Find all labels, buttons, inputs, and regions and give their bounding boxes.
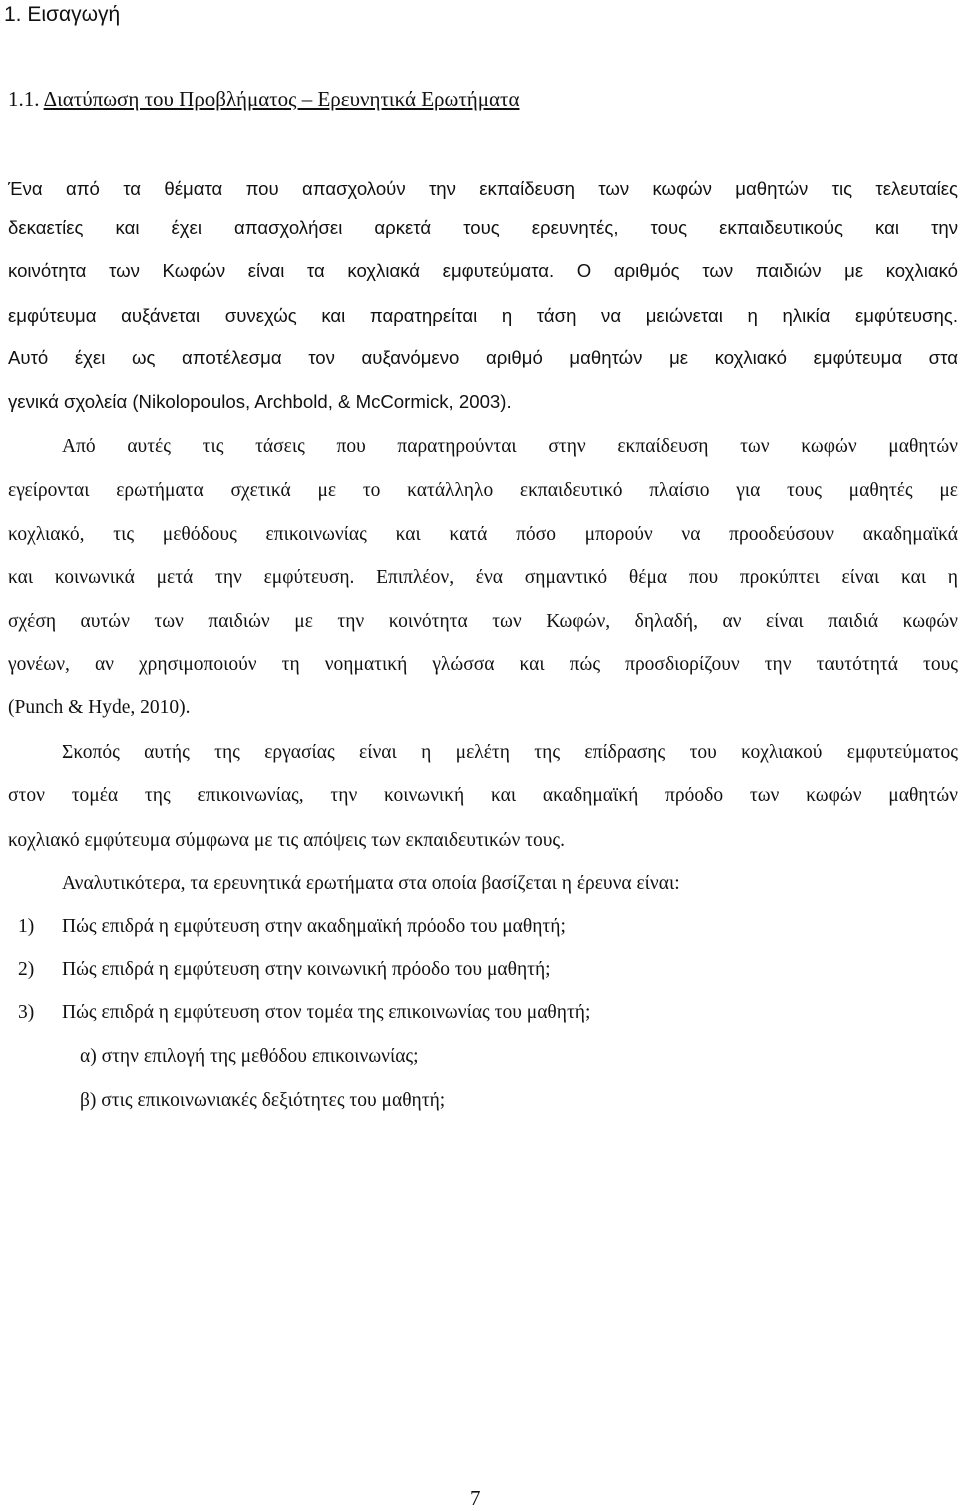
questions-intro: Αναλυτικότερα, τα ερευνητικά ερωτήματα στα οποία βασίζεται η έρευνα είναι:: [62, 873, 680, 894]
list-item-number: 3): [18, 1002, 35, 1023]
list-item-number: 1): [18, 916, 35, 937]
list-item-text: Πώς επιδρά η εμφύτευση στην κοινωνική πρόοδο του μαθητή;: [62, 959, 551, 980]
subquestion-item: β) στις επικοινωνιακές δεξιότητες του μαθητή;: [80, 1090, 446, 1111]
section-heading: [8, 84, 519, 114]
paragraph-2-line: και κοινωνικά μετά την εμφύτευση. Επιπλέον, ένα σημαντικό θέμα που προκύπτει είναι και η: [8, 567, 958, 588]
section-title: Διατύπωση του Προβλήματος – Ερευνητικά Ερωτήματα: [43, 87, 520, 111]
paragraph-1-line: κοινότητα των Κωφών είναι τα κοχλιακά εμφυτεύματα. Ο αριθμός των παιδιών με κοχλιακό: [8, 260, 958, 281]
list-item-text: Πώς επιδρά η εμφύτευση στον τομέα της επικοινωνίας του μαθητή;: [62, 1002, 591, 1023]
paragraph-3-line: Σκοπός αυτής της εργασίας είναι η μελέτη της επίδρασης του κοχλιακού εμφυτεύματος: [62, 742, 958, 763]
page-number: 7: [470, 1486, 481, 1510]
paragraph-1-line: Αυτό έχει ως αποτέλεσμα τον αυξανόμενο αριθμό μαθητών με κοχλιακό εμφύτευμα στα: [8, 347, 958, 368]
paragraph-2-line: σχέση αυτών των παιδιών με την κοινότητα των Κωφών, δηλαδή, αν είναι παιδιά κωφών: [8, 611, 958, 632]
paragraph-3-line: κοχλιακό εμφύτευμα σύμφωνα με τις απόψεις των εκπαιδευτικών τους.: [8, 830, 565, 851]
paragraph-2-line: γονέων, αν χρησιμοποιούν τη νοηματική γλώσσα και πώς προσδιορίζουν την ταυτότητά τους: [8, 654, 958, 675]
paragraph-2-line: κοχλιακό, τις μεθόδους επικοινωνίας και κατά πόσο μπορούν να προοδεύσουν ακαδημαϊκά: [8, 524, 958, 545]
subquestion-item: α) στην επιλογή της μεθόδου επικοινωνίας;: [80, 1046, 419, 1067]
paragraph-2-line: (Punch & Hyde, 2010).: [8, 697, 191, 718]
chapter-heading: 1. Εισαγωγή: [4, 3, 121, 26]
paragraph-2-line: εγείρονται ερωτήματα σχετικά με το κατάλληλο εκπαιδευτικό πλαίσιο για τους μαθητές με: [8, 480, 958, 501]
list-item-text: Πώς επιδρά η εμφύτευση στην ακαδημαϊκή πρόοδο του μαθητή;: [62, 916, 566, 937]
paragraph-1-line: Ένα από τα θέματα που απασχολούν την εκπαίδευση των κωφών μαθητών τις τελευταίες: [8, 178, 958, 199]
paragraph-1-line: δεκαετίες και έχει απασχολήσει αρκετά τους ερευνητές, τους εκπαιδευτικούς και την: [8, 217, 958, 238]
paragraph-3-line: στον τομέα της επικοινωνίας, την κοινωνική και ακαδημαϊκή πρόοδο των κωφών μαθητών: [8, 785, 958, 806]
paragraph-1-line: γενικά σχολεία (Nikolopoulos, Archbold, & McCormick, 2003).: [8, 391, 512, 412]
section-number: 1.1.: [8, 87, 40, 111]
paragraph-1-line: εμφύτευμα αυξάνεται συνεχώς και παρατηρείται η τάση να μειώνεται η ηλικία εμφύτευσης.: [8, 305, 958, 326]
paragraph-2-line: Από αυτές τις τάσεις που παρατηρούνται στην εκπαίδευση των κωφών μαθητών: [62, 436, 958, 457]
list-item-number: 2): [18, 959, 35, 980]
